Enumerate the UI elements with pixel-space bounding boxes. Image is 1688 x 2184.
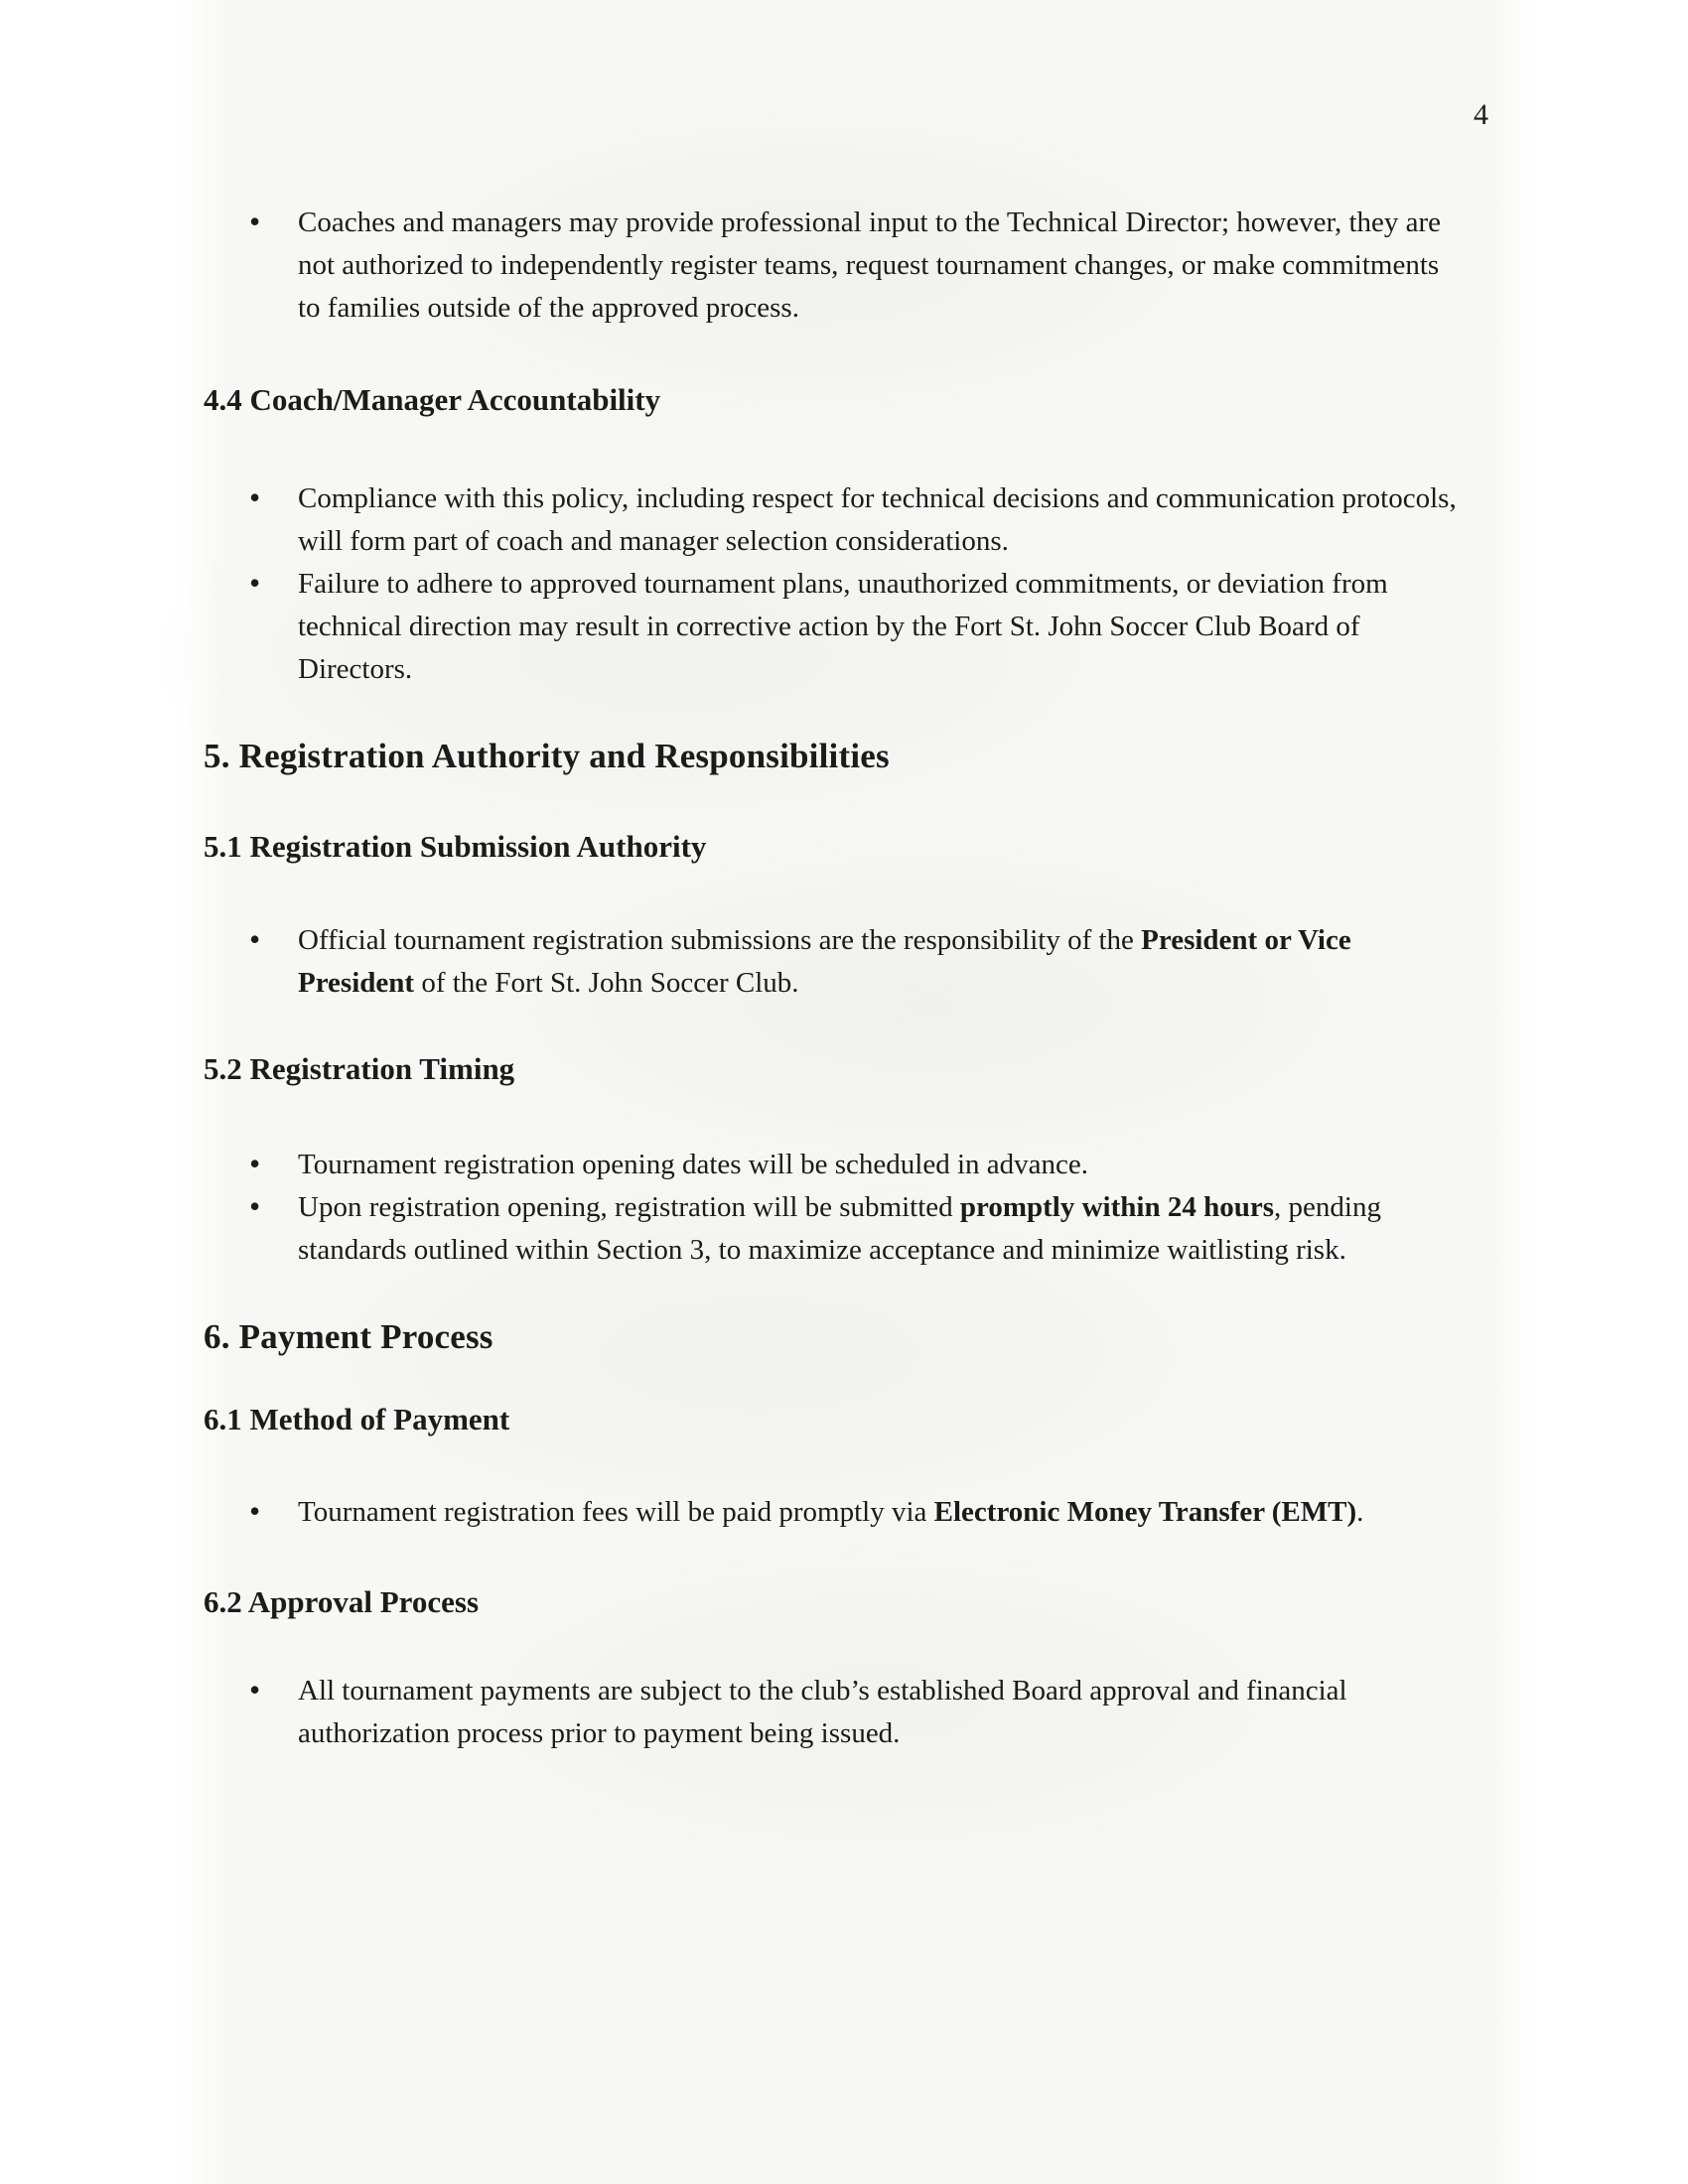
bullet-item: • Compliance with this policy, including respect for technical decisions and communication protocols, will form part of coach and manager selection considerations. <box>204 478 1467 563</box>
bullet-text-bold: Electronic Money Transfer (EMT) <box>933 1496 1357 1528</box>
bullet-text-bold: President or Vice President <box>298 924 1351 999</box>
bullet-list <box>204 1491 1467 1534</box>
bullet-text: Official tournament registration submissions are the responsibility of the <box>298 924 1142 956</box>
bullet-item: • All tournament payments are subject to the club’s established Board approval and financial authorization process prior to payment being issued. <box>204 1670 1467 1755</box>
bullet-text: of the Fort St. John Soccer Club. <box>414 967 799 999</box>
bullet-text-bold: promptly within 24 hours <box>959 1191 1275 1223</box>
bullet-list <box>204 1670 1467 1755</box>
bullet-list <box>204 1144 1467 1272</box>
bullet-item <box>204 1491 1467 1534</box>
bullet-item <box>204 919 1467 1005</box>
document-body <box>204 0 1467 1755</box>
bullet-list <box>204 478 1467 691</box>
bullet-item: • Tournament registration opening dates will be scheduled in advance. <box>204 1144 1467 1186</box>
bullet-list <box>204 919 1467 1005</box>
bullet-item: • Coaches and managers may provide professional input to the Technical Director; however, they are not authorized to independently register teams, request tournament changes, or make commitments to families outside of the approved process. <box>204 202 1467 330</box>
page-number: 4 <box>1474 98 1488 131</box>
section-heading-6-2: 6.2 Approval Process <box>204 1584 480 1619</box>
section-heading-4-4: 4.4 Coach/Manager Accountability <box>204 382 661 417</box>
section-heading-6: 6. Payment Process <box>204 1317 493 1356</box>
section-heading-5: 5. Registration Authority and Responsibilities <box>204 737 890 775</box>
section-heading-5-2: 5.2 Registration Timing <box>204 1051 515 1086</box>
section-heading-6-1: 6.1 Method of Payment <box>204 1402 510 1436</box>
bullet-item: • Failure to adhere to approved tournament plans, unauthorized commitments, or deviation from technical direction may result in corrective action by the Fort St. John Soccer Club Board of Directors. <box>204 563 1467 691</box>
bullet-text: Upon registration opening, registration will be submitted <box>298 1191 960 1223</box>
bullet-text: , pending standards outlined within Section 3, to maximize acceptance and minimize waitlisting risk. <box>298 1191 1381 1266</box>
bullet-text: Tournament registration fees will be paid promptly via <box>298 1496 934 1528</box>
bullet-text: . <box>1356 1496 1364 1528</box>
bullet-list <box>204 202 1467 330</box>
section-heading-5-1: 5.1 Registration Submission Authority <box>204 829 707 864</box>
bullet-item <box>204 1186 1467 1272</box>
